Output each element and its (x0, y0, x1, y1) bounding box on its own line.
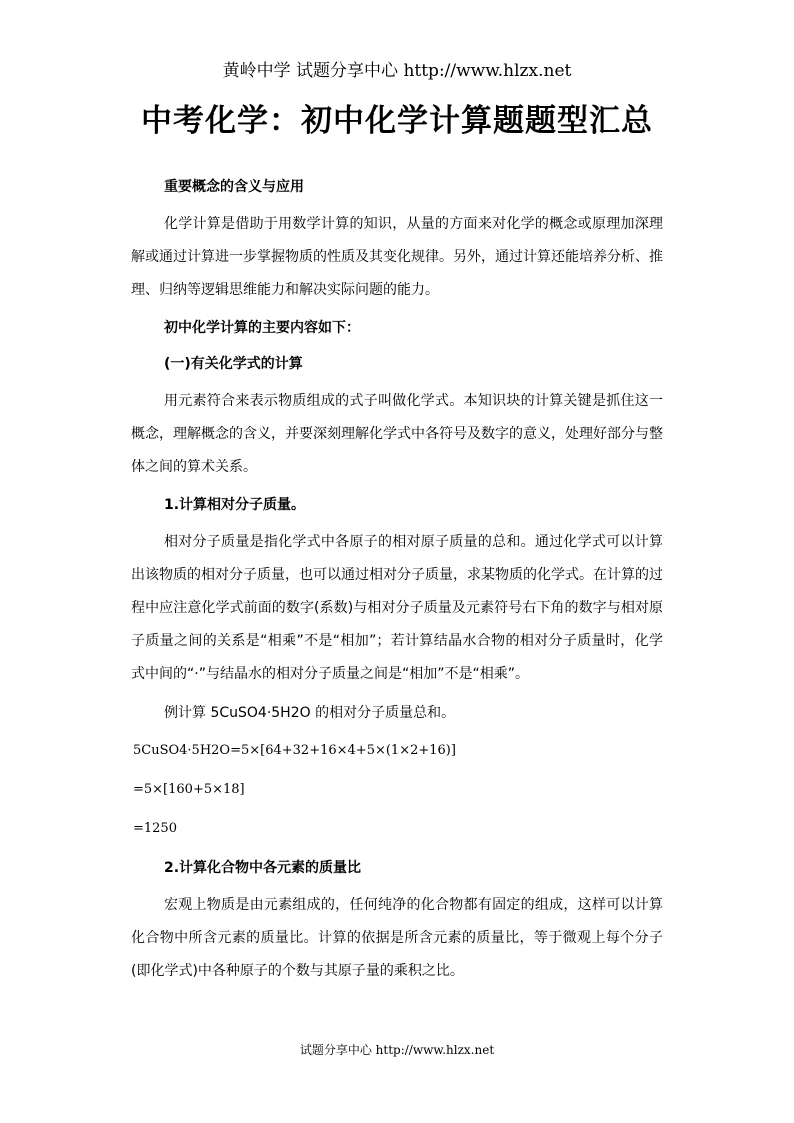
equation-line-2: =5×[160+5×18] (133, 782, 245, 797)
paragraph-example: 例计算 5CuSO4·5H2O 的相对分子质量总和。 (164, 705, 456, 721)
section-heading-formula-calc: (一)有关化学式的计算 (164, 356, 303, 372)
paragraph-mass-ratio: 宏观上物质是由元素组成的，任何纯净的化合物都有固定的组成，这样可以计算化合物中所含元素的质量比。计算的依据是所含元素的质量比，等于微观上每个分子(即化学式)中各种原子的个数与其原子量的乘积之比。 (131, 897, 663, 979)
page-footer: 试题分享中心 http://www.hlzx.net (299, 1043, 495, 1057)
section-heading-mass-ratio: 2.计算化合物中各元素的质量比 (164, 860, 362, 876)
paragraph-relative-mass: 相对分子质量是指化学式中各原子的相对原子质量的总和。通过化学式可以计算出该物质的相对分子质量，也可以通过相对分子质量，求某物质的化学式。在计算的过程中应注意化学式前面的数字(系数)与相对分子质量及元素符号右下角的数字与相对原子质量之间的关系是“相乘”不是“相加”；若计算结晶水合物的相对分子质量时，化学式中间的“·”与结晶水的相对分子质量之间是“相加”不是“相乘”。 (131, 534, 663, 682)
section-heading-relative-mass: 1.计算相对分子质量。 (164, 497, 306, 513)
equation-line-3: =1250 (133, 821, 177, 836)
paragraph-intro: 化学计算是借助于用数学计算的知识，从量的方面来对化学的概念或原理加深理解或通过计算进一步掌握物质的性质及其变化规律。另外，通过计算还能培养分析、推理、归纳等逻辑思维能力和解决实际问题的能力。 (131, 216, 663, 298)
section-heading-concepts: 重要概念的含义与应用 (164, 179, 304, 195)
paragraph-formula-definition: 用元素符合来表示物质组成的式子叫做化学式。本知识块的计算关键是抓住这一概念，理解概念的含义，并要深刻理解化学式中各符号及数字的意义，处理好部分与整体之间的算术关系。 (131, 393, 663, 475)
document-body (131, 172, 663, 994)
equation-line-1: 5CuSO4·5H2O=5×[64+32+16×4+5×(1×2+16)] (133, 743, 456, 758)
document-title: 中考化学：初中化学计算题题型汇总 (141, 103, 653, 139)
page-header: 黄岭中学 试题分享中心 http://www.hlzx.net (222, 61, 572, 81)
section-heading-main-content: 初中化学计算的主要内容如下： (164, 320, 360, 336)
